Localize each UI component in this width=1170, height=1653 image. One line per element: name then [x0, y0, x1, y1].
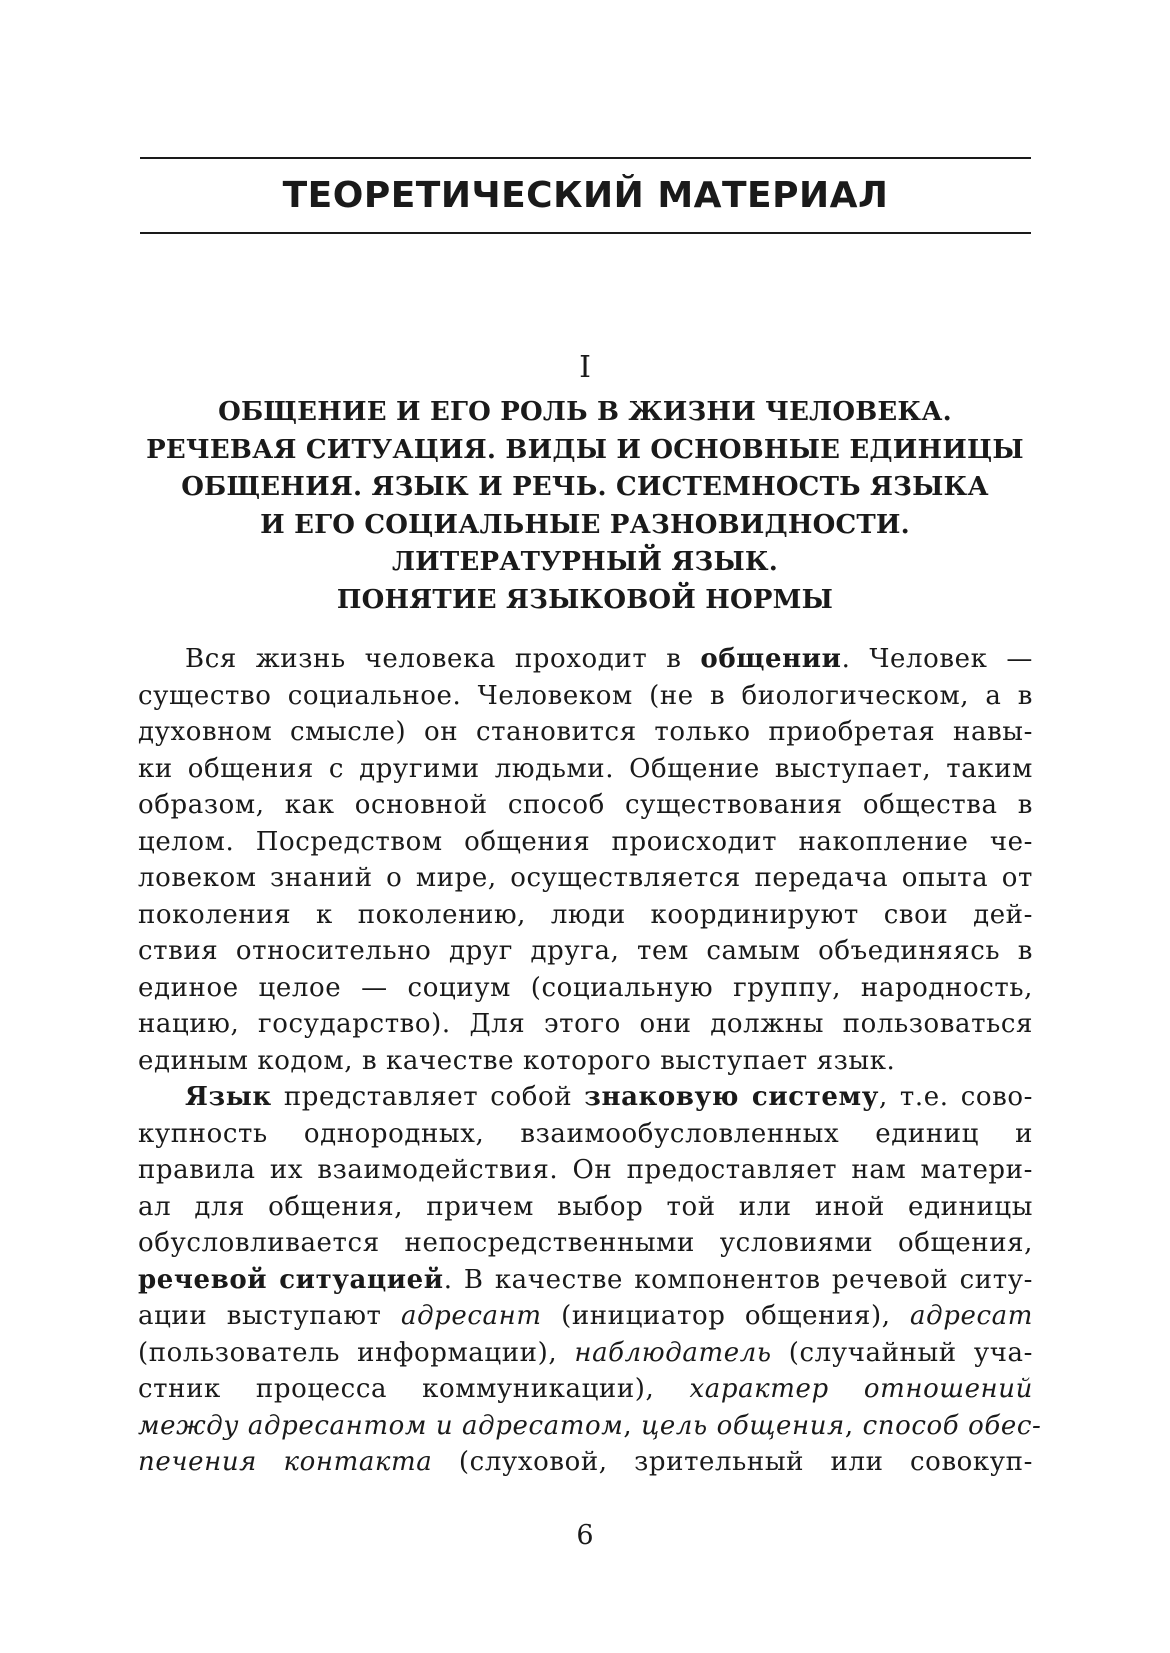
paragraph-1-line: ловеком знаний о мире, осуществляется передача опыта от — [138, 863, 1033, 893]
bold-term: общении — [700, 644, 842, 674]
chapter-number: I — [579, 350, 591, 385]
italic-term: адресант — [400, 1301, 542, 1331]
text-run: (слуховой, зрительный или совокуп- — [432, 1447, 1033, 1477]
italic-term: печения контакта — [138, 1447, 433, 1477]
paragraph-1-line: единым кодом, в качестве которого выступает язык. — [138, 1045, 896, 1076]
paragraph-2-line — [138, 1371, 1033, 1408]
text-run: , — [844, 1410, 863, 1441]
bold-term: Язык — [185, 1082, 272, 1112]
bold-term: знаковую систему — [584, 1082, 879, 1112]
bold-term: речевой ситуацией — [138, 1264, 444, 1295]
text-run: , т.е. сово- — [878, 1082, 1033, 1112]
chapter-title-line: РЕЧЕВАЯ СИТУАЦИЯ. ВИДЫ И ОСНОВНЫЕ ЕДИНИЦЫ — [146, 434, 1024, 465]
text-run: Вся жизнь человека проходит в — [185, 644, 701, 674]
text-run: (инициатор общения), — [541, 1301, 911, 1331]
italic-term: способ обес- — [862, 1410, 1042, 1441]
paragraph-1-line: ки общения с другими людьми. Общение выступает, таким — [138, 753, 1033, 784]
chapter-title-line: ОБЩЕНИЯ. ЯЗЫК И РЕЧЬ. СИСТЕМНОСТЬ ЯЗЫКА — [181, 472, 989, 502]
text-run: представляет собой — [271, 1082, 585, 1112]
italic-term: между адресантом и адресатом — [138, 1410, 624, 1441]
paragraph-1-line — [138, 641, 1033, 678]
paragraph-2-line: правила их взаимодействия. Он предоставляет нам матери- — [138, 1155, 1033, 1185]
italic-term: наблюдатель — [574, 1337, 772, 1368]
paragraph-1-line: существо социальное. Человеком (не в биологическом, а в — [138, 680, 1033, 711]
paragraph-1-line: духовном смысле) он становится только приобретая навы- — [138, 717, 1033, 747]
paragraph-1-line: поколения к поколению, люди координируют свои дей- — [138, 899, 1033, 930]
paragraph-1-line: единое целое — социум (социальную группу, народность, — [138, 972, 1033, 1003]
paragraph-1-line: ствия относительно друг друга, тем самым объединяясь в — [138, 936, 1033, 966]
text-run: . В качестве компонентов речевой ситу- — [443, 1264, 1033, 1295]
text-run: (пользователь информации), — [138, 1337, 575, 1368]
paragraph-2-line — [138, 1262, 1033, 1299]
header-rule-top — [140, 157, 1031, 159]
italic-term: характер отношений — [689, 1374, 1033, 1404]
chapter-title-line: ЛИТЕРАТУРНЫЙ ЯЗЫК. — [391, 547, 779, 577]
paragraph-2-line — [138, 1298, 1033, 1335]
paragraph-2-line — [138, 1408, 1042, 1445]
text-run: . Человек — — [841, 644, 1033, 674]
paragraph-2-line: ал для общения, причем выбор той или иной единицы — [138, 1191, 1033, 1222]
body-text — [138, 641, 1042, 1481]
paragraph-1-line: образом, как основной способ существования общества в — [138, 790, 1033, 820]
page-number: 6 — [576, 1520, 594, 1551]
chapter-title-line: И ЕГО СОЦИАЛЬНЫЕ РАЗНОВИДНОСТИ. — [260, 509, 910, 540]
paragraph-2-line: обусловливается непосредственными условиями общения, — [138, 1228, 1033, 1258]
section-title: ТЕОРЕТИЧЕСКИЙ МАТЕРИАЛ — [282, 175, 889, 216]
text-run: , — [623, 1410, 642, 1441]
paragraph-1-line: нацию, государство). Для этого они должны пользоваться — [138, 1009, 1033, 1039]
chapter-title-line: ОБЩЕНИЕ И ЕГО РОЛЬ В ЖИЗНИ ЧЕЛОВЕКА. — [218, 397, 952, 427]
chapter-title — [130, 394, 1040, 619]
header-rule-bottom — [140, 232, 1031, 234]
paragraph-2-line — [138, 1079, 1033, 1116]
text-run: (случайный уча- — [771, 1337, 1033, 1368]
paragraph-1-line: целом. Посредством общения происходит накопление че- — [138, 826, 1033, 857]
italic-term: адресат — [910, 1301, 1033, 1331]
paragraph-2-line: купность однородных, взаимообусловленных единиц и — [138, 1118, 1033, 1149]
paragraph-2-line — [138, 1444, 1033, 1481]
paragraph-2-line — [138, 1335, 1033, 1372]
text-run: стник процесса коммуникации), — [138, 1374, 690, 1404]
chapter-title-line: ПОНЯТИЕ ЯЗЫКОВОЙ НОРМЫ — [336, 584, 834, 615]
text-run: ации выступают — [138, 1301, 401, 1331]
italic-term: цель общения — [641, 1410, 845, 1441]
